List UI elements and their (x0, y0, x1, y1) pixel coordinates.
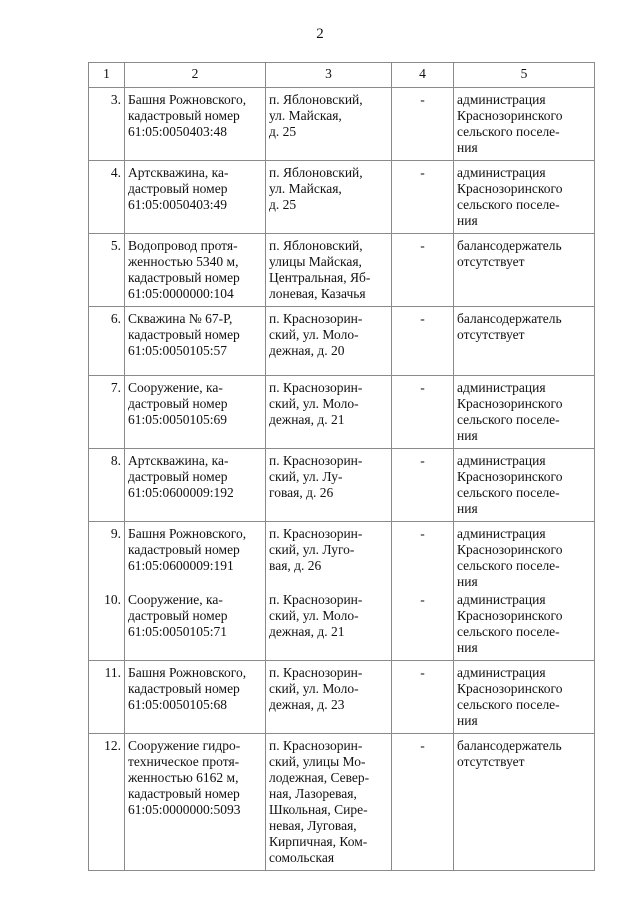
table-header-row (89, 63, 595, 88)
object-description (125, 522, 266, 661)
balance-holder-primary: администрация Краснозоринского сельского поселе- ния (457, 526, 563, 589)
object-address: п. Яблоновский, ул. Майская, д. 25 (266, 88, 392, 161)
object-address: п. Краснозорин- ский, ул. Моло- дежная, д. 21 (266, 376, 392, 449)
row-number: 12. (89, 734, 125, 871)
balance-holder: администрация Краснозоринского сельского поселе- ния (454, 161, 595, 234)
column-header: 3 (266, 63, 392, 88)
row-number-secondary: 10. (104, 592, 121, 607)
balance-holder: балансодержатель отсутствует (454, 234, 595, 307)
table-row (89, 88, 595, 161)
balance-holder: администрация Краснозоринского сельского поселе- ния (454, 661, 595, 734)
column-4-value: - (392, 307, 454, 376)
row-number: 3. (89, 88, 125, 161)
balance-holder-secondary: администрация Краснозоринского сельского поселе- ния (457, 592, 563, 655)
column-4-value (392, 522, 454, 661)
row-number: 8. (89, 449, 125, 522)
column-4-value: - (392, 661, 454, 734)
balance-holder (454, 522, 595, 661)
column-4-secondary: - (420, 592, 425, 607)
table-row (89, 161, 595, 234)
balance-holder: балансодержатель отсутствует (454, 734, 595, 871)
object-description: Башня Рожновского, кадастровый номер 61:05:0050403:48 (125, 88, 266, 161)
balance-holder: администрация Краснозоринского сельского поселе- ния (454, 449, 595, 522)
table-row (89, 234, 595, 307)
column-4-value: - (392, 449, 454, 522)
table-row (89, 376, 595, 449)
object-address: п. Краснозорин- ский, ул. Лу- говая, д. 26 (266, 449, 392, 522)
object-address: п. Яблоновский, улицы Майская, Центральная, Яб- лоневая, Казачья (266, 234, 392, 307)
row-number: 11. (89, 661, 125, 734)
object-address: п. Яблоновский, ул. Майская, д. 25 (266, 161, 392, 234)
row-number (89, 522, 125, 661)
object-address: п. Краснозорин- ский, ул. Моло- дежная, д. 23 (266, 661, 392, 734)
balance-holder: администрация Краснозоринского сельского поселе- ния (454, 376, 595, 449)
object-address: п. Краснозорин- ский, ул. Моло- дежная, д. 20 (266, 307, 392, 376)
object-description: Скважина № 67-Р, кадастровый номер 61:05:0050105:57 (125, 307, 266, 376)
object-description-primary: Башня Рожновского, кадастровый номер 61:05:0600009:191 (128, 526, 247, 573)
row-number: 4. (89, 161, 125, 234)
object-description-secondary: Сооружение, ка- дастровый номер 61:05:0050105:71 (128, 592, 228, 639)
object-description: Артскважина, ка- дастровый номер 61:05:0600009:192 (125, 449, 266, 522)
column-header: 1 (89, 63, 125, 88)
table-row (89, 307, 595, 376)
column-4-value: - (392, 161, 454, 234)
object-description: Сооружение гидро- техническое протя- женностью 6162 м, кадастровый номер 61:05:0000000:5093 (125, 734, 266, 871)
column-4-value: - (392, 88, 454, 161)
column-4-value: - (392, 234, 454, 307)
balance-holder: балансодержатель отсутствует (454, 307, 595, 376)
column-4-primary: - (420, 526, 425, 541)
column-4-value: - (392, 734, 454, 871)
object-address-secondary: п. Краснозорин- ский, ул. Моло- дежная, д. 21 (269, 592, 363, 639)
registry-table (88, 62, 595, 871)
table-row (89, 734, 595, 871)
page-number: 2 (316, 26, 324, 42)
object-description: Артскважина, ка- дастровый номер 61:05:0050403:49 (125, 161, 266, 234)
row-number: 7. (89, 376, 125, 449)
row-number: 5. (89, 234, 125, 307)
object-description: Сооружение, ка- дастровый номер 61:05:0050105:69 (125, 376, 266, 449)
object-description: Башня Рожновского, кадастровый номер 61:05:0050105:68 (125, 661, 266, 734)
table-row (89, 522, 595, 661)
column-4-value: - (392, 376, 454, 449)
row-number-primary: 9. (110, 526, 121, 541)
row-number: 6. (89, 307, 125, 376)
table-row (89, 449, 595, 522)
object-address: п. Краснозорин- ский, улицы Мо- лодежная, Север- ная, Лазоревая, Школьная, Сире- невая, Луговая, Кирпичная, Ком- сомольская (266, 734, 392, 871)
table-row (89, 661, 595, 734)
column-header: 4 (392, 63, 454, 88)
object-description: Водопровод протя- женностью 5340 м, кадастровый номер 61:05:0000000:104 (125, 234, 266, 307)
column-header: 5 (454, 63, 595, 88)
balance-holder: администрация Краснозоринского сельского поселе- ния (454, 88, 595, 161)
object-address (266, 522, 392, 661)
object-address-primary: п. Краснозорин- ский, ул. Луго- вая, д. 26 (269, 526, 363, 573)
column-header: 2 (125, 63, 266, 88)
